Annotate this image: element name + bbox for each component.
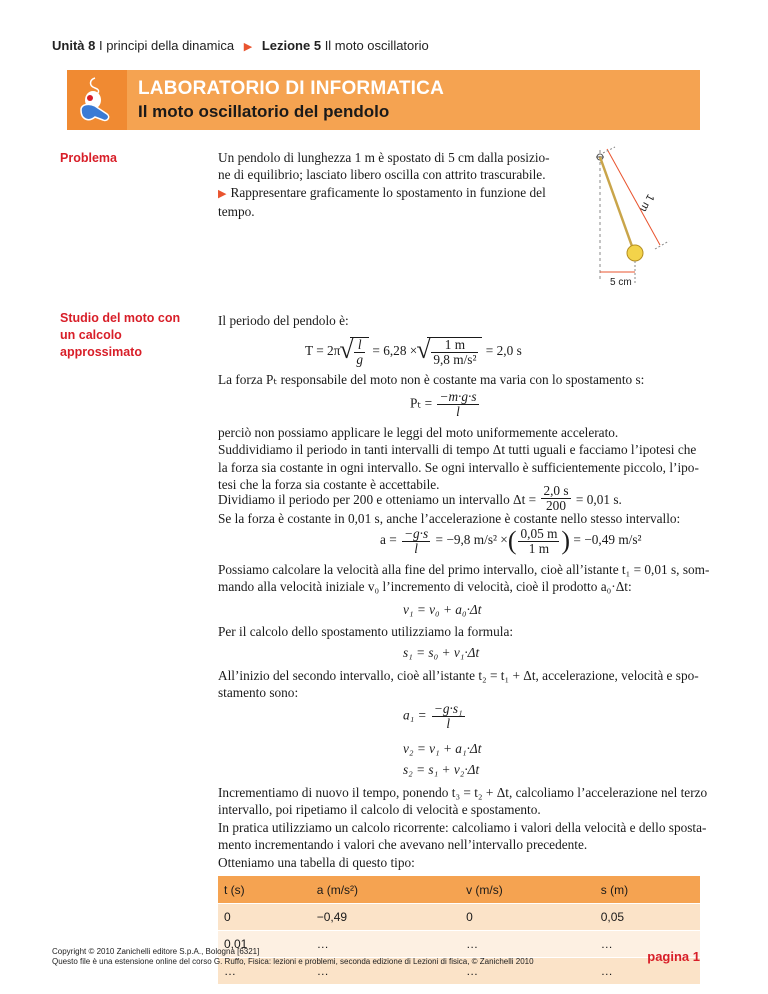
column-header: s (m) [595, 876, 700, 904]
equation-period: T = 2π √ $\frac{l}{g}$ = 6,28 × √ $\frac{1 m}{\text{9,8 m/s²}}$ = 2,0 s [305, 337, 522, 367]
displacement-line: Per il calcolo dello spostamento utilizziamo la formula: [218, 624, 514, 639]
column-header: a (m/s²) [311, 876, 460, 904]
table-cell: … [311, 958, 460, 985]
unit-title: I principi della dinamica [98, 38, 235, 53]
text-line: tesi che la forza sia costante è accettabile. [218, 477, 440, 493]
accel-line: Se la forza è costante in 0,01 s, anche l’accelerazione è costante nello stesso intervallo: [218, 511, 681, 526]
pendulum-bob [627, 245, 643, 261]
problem-line-text: Rappresentare graficamente lo spostamento in funzione del [230, 184, 546, 200]
divide-line: Dividiamo il periodo per 200 e otteniamo un intervallo Δt = $\frac{2,0 s}{200}$ = 0,01 s. [218, 483, 622, 513]
problem-text [218, 149, 550, 221]
displacement-label: 5 cm [610, 277, 632, 288]
problem-line: ne di equilibrio; lasciato libero oscilla con attrito trascurabile. [218, 167, 546, 183]
equation-s2: s₂ = s₁ + v₂·Δt [403, 762, 480, 777]
text-line: Incrementiamo di nuovo il tempo, ponendo t₃ = t₂ + Δt, calcoliamo l’accelerazione nel terzo [218, 785, 708, 800]
unit-number: Unità 8 [52, 38, 96, 53]
equation-force: Pₜ = $\frac{-m\cdot g\cdot s}{l}$ [410, 389, 477, 419]
footer-line: Questo file è una estensione online del corso G. Ruffo, Fisica: lezioni e problemi, seconda edizione di Lezioni di fisica, © Zanichelli 2010 [52, 957, 534, 966]
equation-acceleration: a = $\frac{-g\cdot s}{l}$ = −9,8 m/s² ×( $\frac{0,05 m}{1 m}$ ) = −0,49 m/s² [380, 525, 642, 556]
equation-a1: a₁ = $\frac{\text{−g·s₁}}{l}$ [403, 701, 463, 731]
study-intro: Il periodo del pendolo è: [218, 313, 349, 328]
table-cell: 0 [218, 904, 311, 931]
page-number: pagina 1 [647, 949, 700, 964]
text-line: mando alla velocità iniziale v₀ l’incremento di velocità, cioè il prodotto a₀·Δt: [218, 579, 632, 595]
text-line: Otteniamo una tabella di questo tipo: [218, 854, 415, 870]
equation-s1: s₁ = s₀ + v₁·Δt [403, 645, 480, 660]
text-line: intervallo, poi ripetiamo il calcolo di velocità e spostamento. [218, 802, 541, 818]
table-cell: … [460, 958, 595, 985]
paragraph-2 [218, 561, 709, 596]
force-line: La forza Pₜ responsabile del moto non è costante ma varia con lo spostamento s: [218, 372, 645, 387]
text-line: In pratica utilizziamo un calcolo ricorrente: calcoliamo i valori della velocità e dello sposta- [218, 819, 707, 835]
copyright-footer [52, 947, 534, 967]
table-cell: 0,01 [218, 931, 311, 958]
table-cell: … [595, 958, 700, 985]
problem-line: Un pendolo di lunghezza 1 m è spostato di 5 cm dalla posizio- [218, 150, 550, 165]
table-cell: … [311, 931, 460, 958]
table-cell: 0,05 [595, 904, 700, 931]
equation-v2: v₂ = v₁ + a₁·Δt [403, 741, 482, 756]
text-line: Possiamo calcolare la velocità alla fine del primo intervallo, cioè all’istante t₁ = 0,01 s, som- [218, 562, 710, 577]
mouse-hand-icon [67, 70, 127, 130]
lesson-number: Lezione 5 [261, 38, 322, 53]
text-line: perciò non possiamo applicare le leggi del moto uniformemente accelerato. [218, 425, 619, 440]
table-header-row [218, 876, 700, 904]
banner-kicker: LABORATORIO DI INFORMATICA [138, 78, 445, 99]
text-line: mento incrementando i valori che avevano nell’intervallo precedente. [218, 837, 588, 853]
problem-line [218, 184, 550, 203]
results-table [218, 876, 700, 984]
arrow-icon: ▶ [243, 41, 253, 53]
table-cell: −0,49 [311, 904, 460, 931]
table-cell: 0 [460, 904, 595, 931]
column-header: t (s) [218, 876, 311, 904]
table-cell: … [460, 931, 595, 958]
table-cell: … [218, 958, 311, 985]
text-line: la forza sia costante in ogni intervallo. Se ogni intervallo è sufficientemente piccolo, l’ipo- [218, 459, 699, 475]
pendulum-figure [585, 145, 685, 295]
pendulum-string [600, 157, 633, 249]
table-row [218, 904, 700, 931]
problem-line: tempo. [218, 204, 255, 220]
lesson-title: Il moto oscillatorio [324, 38, 429, 53]
arrow-icon: ▶ [218, 187, 227, 200]
paragraph-4 [218, 784, 707, 871]
length-label: 1 m [637, 191, 657, 214]
table-cell: … [595, 931, 700, 958]
text-line: All’inizio del secondo intervallo, cioè all’istante t₂ = t₁ + Δt, accelerazione, velocità e spo- [218, 668, 699, 683]
text-line: Suddividiamo il periodo in tanti intervalli di tempo Δt tutti uguali e facciamo l’ipotesi che [218, 442, 697, 458]
section-banner [67, 70, 700, 130]
text-line: stamento sono: [218, 685, 299, 701]
paragraph-3 [218, 667, 699, 702]
running-header [52, 38, 429, 53]
equation-v1: v₁ = v₀ + a₀·Δt [403, 602, 482, 617]
problem-label: Problema [60, 151, 117, 165]
study-label: Studio del moto con un calcolo approssimato [60, 311, 181, 359]
banner-title: Il moto oscillatorio del pendolo [138, 102, 390, 121]
footer-line: Copyright © 2010 Zanichelli editore S.p.A., Bologna [6321] [52, 947, 260, 956]
column-header: v (m/s) [460, 876, 595, 904]
